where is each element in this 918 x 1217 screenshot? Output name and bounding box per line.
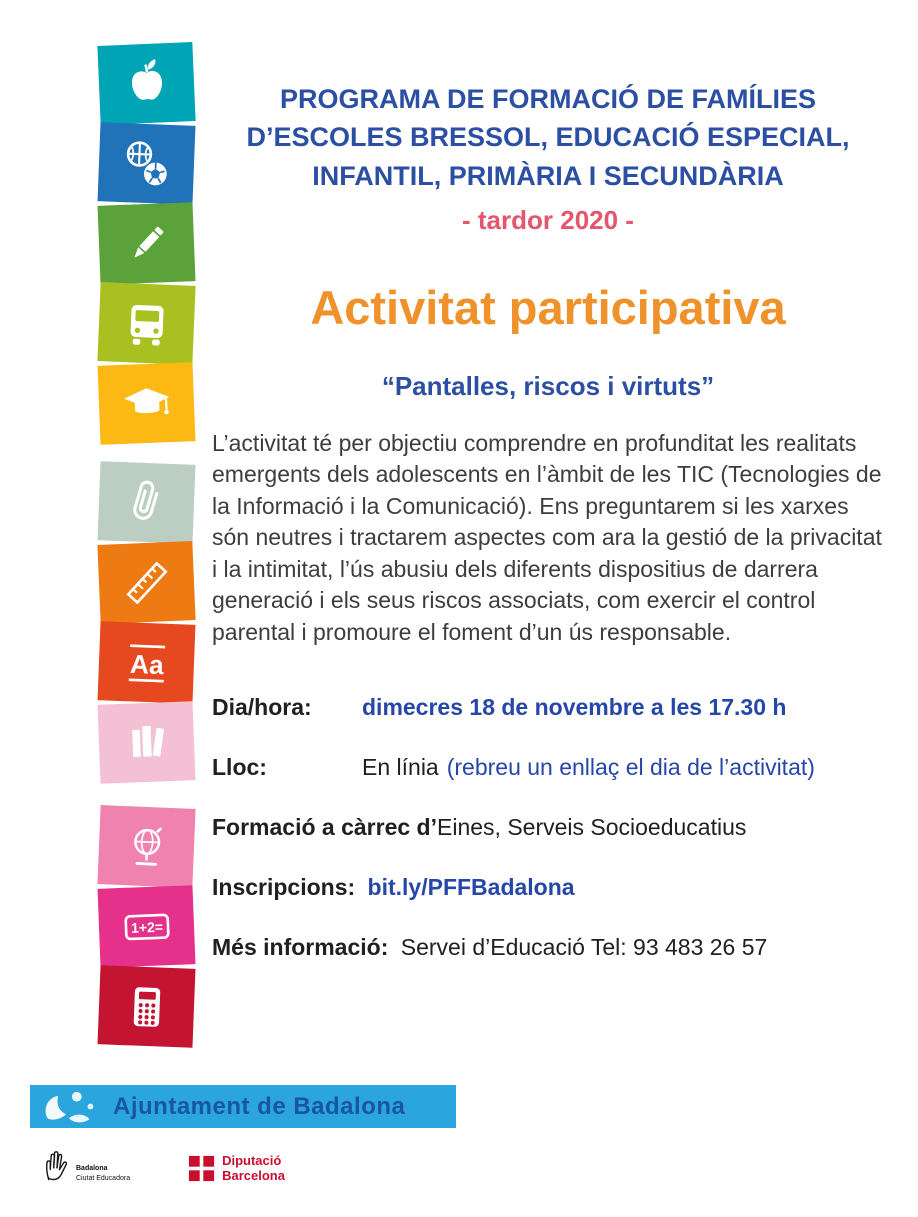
detail-row-date [212,694,884,721]
detail-row-training [212,814,884,841]
svg-text:Aa: Aa [129,648,164,680]
partner-logos [42,1146,285,1183]
season-label: - tardor 2020 - [462,204,634,235]
signup-link[interactable]: bit.ly/PFFBadalona [367,874,575,901]
letters-aa-icon [117,633,175,691]
svg-text:1+2=: 1+2= [130,918,163,936]
paperclip-tile [98,461,196,544]
place-value: En línia (rebreu un enllaç el dia de l’activitat) [362,754,815,781]
globe-tile [97,805,195,888]
title-line-2: D’ESCOLES BRESSOL, EDUCACIÓ ESPECIAL, [246,122,850,153]
hand-icon [42,1146,72,1183]
ciutat-educadora-text [76,1164,130,1183]
main-content [212,80,884,994]
letters-aa-tile [98,621,196,704]
title-line-1: PROGRAMA DE FORMACIÓ DE FAMÍLIES [279,84,816,114]
diputacio-icon [188,1155,215,1182]
calculator-tile [98,965,196,1048]
date-label: Dia/hora: [212,694,312,721]
books-icon [118,714,174,770]
math-equation-tile [98,885,196,968]
ruler-tile [97,541,195,624]
sports-balls-icon [117,134,175,192]
badalona-city-logo [33,1085,103,1128]
activity-heading: Activitat participativa [310,280,786,334]
pencil-icon [118,215,174,271]
detail-row-info [212,934,884,961]
page-title [212,80,884,195]
calculator-icon [118,978,174,1034]
activity-subtitle: “Pantalles, riscos i virtuts” [381,370,715,401]
signup-label: Inscripcions: [212,874,356,901]
school-bus-icon [118,295,174,351]
detail-row-signup [212,874,884,901]
graduation-cap-icon [117,374,175,432]
training-label: Formació a càrrec d’ [212,814,437,841]
pencil-tile [98,202,196,285]
educadora-line-1: Badalona [76,1165,108,1173]
school-bus-tile [97,282,195,365]
math-equation-icon [117,897,175,955]
ajuntament-label: Ajuntament de Badalona [113,1092,406,1120]
details-section [212,694,884,961]
graduation-cap-tile [98,362,196,445]
diputacio-logo [188,1154,285,1183]
paperclip-icon [118,474,174,530]
activity-description: L’activitat té per objectiu comprendre en profunditat les realitats emergents dels adolescents en l’àmbit de les TIC (Tecnologies de la Informació i la Comunicació). Ens preguntarem si les xarxes són neutres i tractarem aspectes com ara la gestió de la privacitat i la intimitat, l’ús abusiu dels diferents dispositius de darrera generació i els seus riscos associats, com exercir el control parental i promoure el foment d’un ús responsable. [212,429,882,645]
place-label: Lloc: [212,754,267,781]
diputacio-line-2: Barcelona [222,1167,285,1183]
detail-row-place [212,754,884,781]
info-label: Més informació: [212,934,389,961]
sports-balls-tile [98,122,196,205]
diputacio-line-1: Diputació [222,1153,282,1168]
info-value: Servei d’Educació Tel: 93 483 26 57 [400,934,768,961]
training-value: Eines, Serveis Socioeducatius [437,814,747,841]
icon-tile-column [99,44,194,1047]
books-tile [98,701,196,784]
globe-icon [118,818,174,874]
ruler-icon [117,553,175,611]
apple-tile [97,42,195,125]
place-note: (rebreu un enllaç el dia de l’activitat) [446,754,815,781]
diputacio-text [222,1154,285,1183]
ciutat-educadora-logo [42,1146,130,1183]
educadora-line-2: Ciutat Educadora [76,1174,131,1182]
apple-icon [118,55,174,111]
ajuntament-bar [30,1085,456,1128]
date-value: dimecres 18 de novembre a les 17.30 h [362,694,787,721]
title-line-3: INFANTIL, PRIMÀRIA I SECUNDÀRIA [312,160,784,191]
